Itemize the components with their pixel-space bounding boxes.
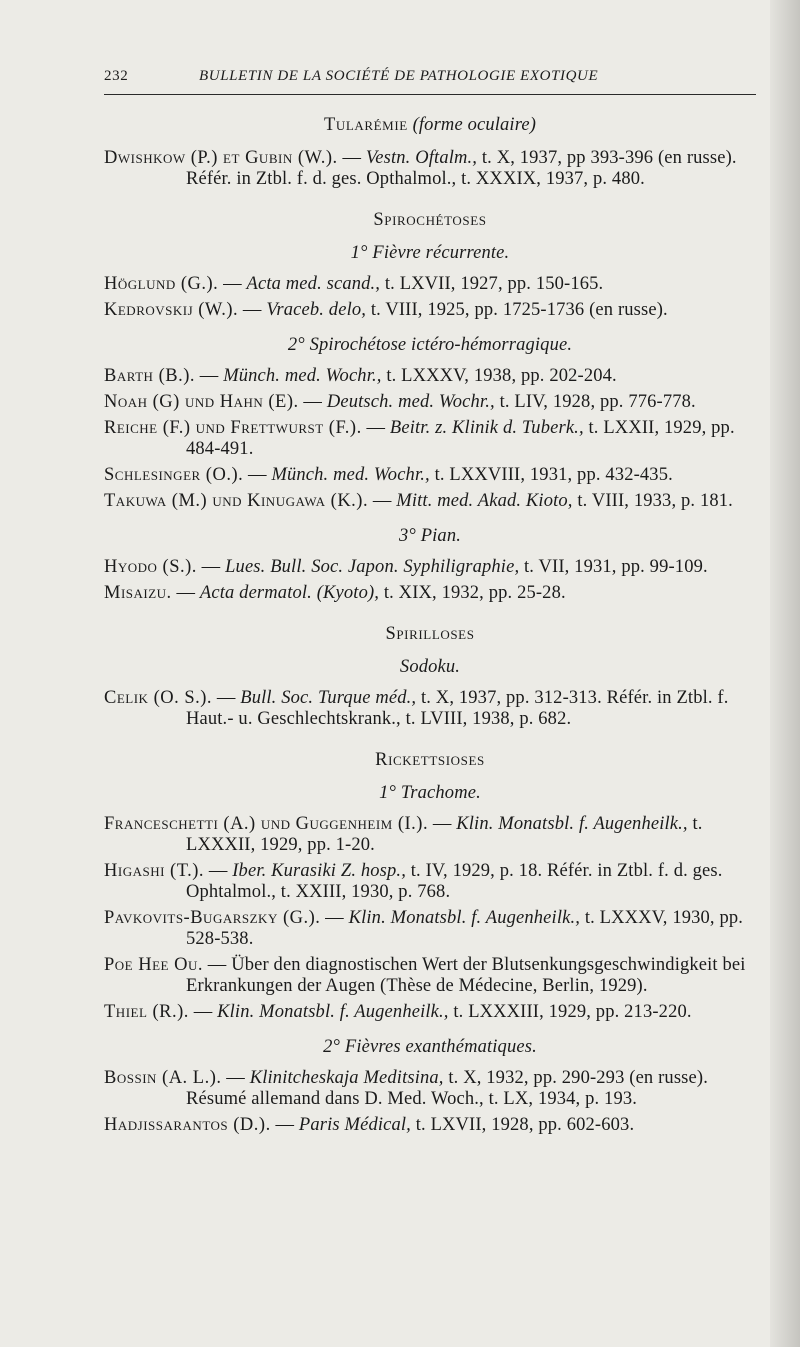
page-number: 232 [104, 68, 129, 84]
section-heading [104, 115, 756, 136]
reference-entry: Reiche (F.) und Frettwurst (F.). — Beitr. z. Klinik d. Tuberk., t. LXXII, 1929, pp. 484-491. [104, 418, 735, 459]
entry-author: Barth (B.). [104, 366, 195, 386]
entry-details: t. X, 1937, pp. 312-313. Référ. in Ztbl. f. Haut.- u. Geschlechtskrank., t. LVIII, 1938, p. 682. [186, 688, 729, 729]
entry-author: Hyodo (S.). [104, 557, 197, 577]
reference-entry: Franceschetti (A.) und Guggenheim (I.). — Klin. Monatsbl. f. Augenheilk., t. LXXXII, 1929, pp. 1-20. [104, 814, 703, 855]
page-header [104, 66, 756, 95]
entry-author: Poe Hee Ou. [104, 955, 203, 975]
entry-details: t. LXXII, 1929, pp. 484-491. [186, 418, 735, 459]
entry-journal: Vraceb. delo, [266, 300, 367, 320]
entry-details: t. X, 1932, pp. 290-293 (en russe). Résumé allemand dans D. Med. Woch., t. LX, 1934, p. 193. [186, 1068, 708, 1109]
entry-journal: Lues. Bull. Soc. Japon. Syphiligraphie, [225, 557, 520, 577]
entry-author: Celik (O. S.). [104, 688, 213, 708]
entry-journal: Klin. Monatsbl. f. Augenheilk., [348, 908, 581, 928]
reference-entry: Dwishkow (P.) et Gubin (W.). — Vestn. Oftalm., t. X, 1937, pp 393-396 (en russe). Référ. in Ztbl. f. d. ges. Opthalmol., t. XXXIX, 1937, p. 480. [104, 148, 737, 189]
entry-journal: Mitt. med. Akad. Kioto, [396, 491, 573, 511]
subsection-title: 2° Spirochétose ictéro-hémorragique. [287, 335, 573, 355]
reference-entry: Kedrovskij (W.). — Vraceb. delo, t. VIII, 1925, pp. 1725-1736 (en russe). [104, 300, 668, 320]
reference-entry: Thiel (R.). — Klin. Monatsbl. f. Augenheilk., t. LXXXIII, 1929, pp. 213-220. [104, 1002, 692, 1022]
section-title: Rickettsioses [375, 750, 485, 770]
entry-author: Higashi (T.). [104, 861, 205, 881]
entry-author: Misaizu. [104, 583, 172, 603]
running-title: BULLETIN DE LA SOCIÉTÉ DE PATHOLOGIE EXOTIQUE [199, 68, 599, 84]
reference-entry: Pavkovits-Bugarszky (G.). — Klin. Monatsbl. f. Augenheilk., t. LXXXV, 1930, pp. 528-538. [104, 908, 744, 949]
entry-journal: Acta med. scand., [246, 274, 381, 294]
entry-details: t. VIII, 1933, p. 181. [577, 491, 733, 511]
reference-entry: Takuwa (M.) und Kinugawa (K.). — Mitt. med. Akad. Kioto, t. VIII, 1933, p. 181. [104, 491, 733, 511]
entry-author: Reiche (F.) und Frettwurst (F.). [104, 418, 362, 438]
entry-details: t. VII, 1931, pp. 99-109. [524, 557, 708, 577]
entry-author: Noah (G) und Hahn (E). [104, 392, 299, 412]
reference-entry: Higashi (T.). — Iber. Kurasiki Z. hosp., t. IV, 1929, p. 18. Référ. in Ztbl. f. d. ges. Ophtalmol., t. XXIII, 1930, p. 768. [104, 861, 723, 902]
entry-details: t. LXXXV, 1930, pp. 528-538. [186, 908, 744, 949]
entry-details: t. LXXXIII, 1929, pp. 213-220. [453, 1002, 692, 1022]
subsection-title: 3° Pian. [398, 526, 462, 546]
entry-author: Takuwa (M.) und Kinugawa (K.). [104, 491, 369, 511]
reference-entry: Bossin (A. L.). — Klinitcheskaja Meditsina, t. X, 1932, pp. 290-293 (en russe). Résumé allemand dans D. Med. Woch., t. LX, 1934, p. 193. [104, 1068, 708, 1109]
entry-details: t. LXVII, 1927, pp. 150-165. [384, 274, 604, 294]
reference-entry: Schlesinger (O.). — Münch. med. Wochr., t. LXXVIII, 1931, pp. 432-435. [104, 465, 673, 485]
entry-author: Dwishkow (P.) et Gubin (W.). [104, 148, 338, 168]
entry-details: t. XIX, 1932, pp. 25-28. [383, 583, 566, 603]
entry-journal: Vestn. Oftalm., [365, 148, 478, 168]
entry-author: Bossin (A. L.). [104, 1068, 222, 1088]
entry-author: Hadjissarantos (D.). [104, 1115, 271, 1135]
section-heading [104, 750, 756, 771]
entry-journal: Klin. Monatsbl. f. Augenheilk., [456, 814, 688, 834]
entry-author: Thiel (R.). [104, 1002, 189, 1022]
entry-journal: Münch. med. Wochr., [223, 366, 382, 386]
reference-entry: Noah (G) und Hahn (E). — Deutsch. med. Wochr., t. LIV, 1928, pp. 776-778. [104, 392, 696, 412]
reference-entry: Hyodo (S.). — Lues. Bull. Soc. Japon. Syphiligraphie, t. VII, 1931, pp. 99-109. [104, 557, 708, 577]
entry-author: Kedrovskij (W.). [104, 300, 239, 320]
entry-details: t. VIII, 1925, pp. 1725-1736 (en russe). [370, 300, 668, 320]
section-title: Spirochétoses [373, 210, 487, 230]
reference-entry: Barth (B.). — Münch. med. Wochr., t. LXXXV, 1938, pp. 202-204. [104, 366, 617, 386]
page-edge-shadow [770, 0, 800, 1347]
entry-details: t. LXXXV, 1938, pp. 202-204. [386, 366, 617, 386]
entry-details: t. LXXXII, 1929, pp. 1-20. [186, 814, 703, 855]
reference-entry: Misaizu. — Acta dermatol. (Kyoto), t. XIX, 1932, pp. 25-28. [104, 583, 566, 603]
entry-author: Schlesinger (O.). [104, 465, 244, 485]
subsection-title: 2° Fièvres exanthématiques. [323, 1037, 537, 1057]
entry-journal: Klinitcheskaja Meditsina, [249, 1068, 444, 1088]
entry-journal: Beitr. z. Klinik d. Tuberk., [389, 418, 584, 438]
section-title: Tularémie [323, 115, 408, 135]
reference-entry: Hadjissarantos (D.). — Paris Médical, t. LXVII, 1928, pp. 602-603. [104, 1115, 635, 1135]
section-heading [104, 210, 756, 231]
section-title-suffix: (forme oculaire) [412, 115, 537, 135]
entry-journal: Deutsch. med. Wochr., [326, 392, 495, 412]
entry-author: Pavkovits-Bugarszky (G.). [104, 908, 321, 928]
entry-journal: Münch. med. Wochr., [271, 465, 430, 485]
reference-entry: Celik (O. S.). — Bull. Soc. Turque méd., t. X, 1937, pp. 312-313. Référ. in Ztbl. f. Haut.- u. Geschlechtskrank., t. LVIII, 1938, p. 682. [104, 688, 729, 729]
entry-journal: Paris Médical, [298, 1115, 411, 1135]
entry-details: t. LXXVIII, 1931, pp. 432-435. [434, 465, 673, 485]
entry-journal: Acta dermatol. (Kyoto), [199, 583, 380, 603]
section-title: Spirilloses [385, 624, 475, 644]
entry-details: t. IV, 1929, p. 18. Référ. in Ztbl. f. d. ges. Ophtalmol., t. XXIII, 1930, p. 768. [186, 861, 723, 902]
entry-author: Höglund (G.). [104, 274, 219, 294]
subsection-title: Sodoku. [399, 657, 461, 677]
entry-details: t. LIV, 1928, pp. 776-778. [499, 392, 696, 412]
subsection-title: 1° Trachome. [379, 783, 481, 803]
entry-details: t. X, 1937, pp 393-396 (en russe). Référ. in Ztbl. f. d. ges. Opthalmol., t. XXXIX, 1937, p. 480. [186, 148, 737, 189]
entry-journal: Bull. Soc. Turque méd., [240, 688, 417, 708]
reference-entry: Höglund (G.). — Acta med. scand., t. LXVII, 1927, pp. 150-165. [104, 274, 604, 294]
subsection-title: 1° Fièvre récurrente. [350, 243, 510, 263]
entry-author: Franceschetti (A.) und Guggenheim (I.). [104, 814, 429, 834]
entry-journal: Klin. Monatsbl. f. Augenheilk., [217, 1002, 449, 1022]
reference-entry: Poe Hee Ou. — Über den diagnostischen Wert der Blutsenkungsgeschwindigkeit bei Erkrankungen der Augen (Thèse de Médecine, Berlin, 1929). [104, 955, 746, 996]
entry-journal: Iber. Kurasiki Z. hosp., [232, 861, 406, 881]
entry-journal: Über den diagnostischen Wert der Blutsenkungsgeschwindigkeit bei Erkrankungen der Augen (Thèse de Médecine, Berlin, 1929). [186, 955, 746, 996]
page [104, 66, 756, 1141]
entry-details: t. LXVII, 1928, pp. 602-603. [415, 1115, 635, 1135]
section-heading [104, 624, 756, 645]
